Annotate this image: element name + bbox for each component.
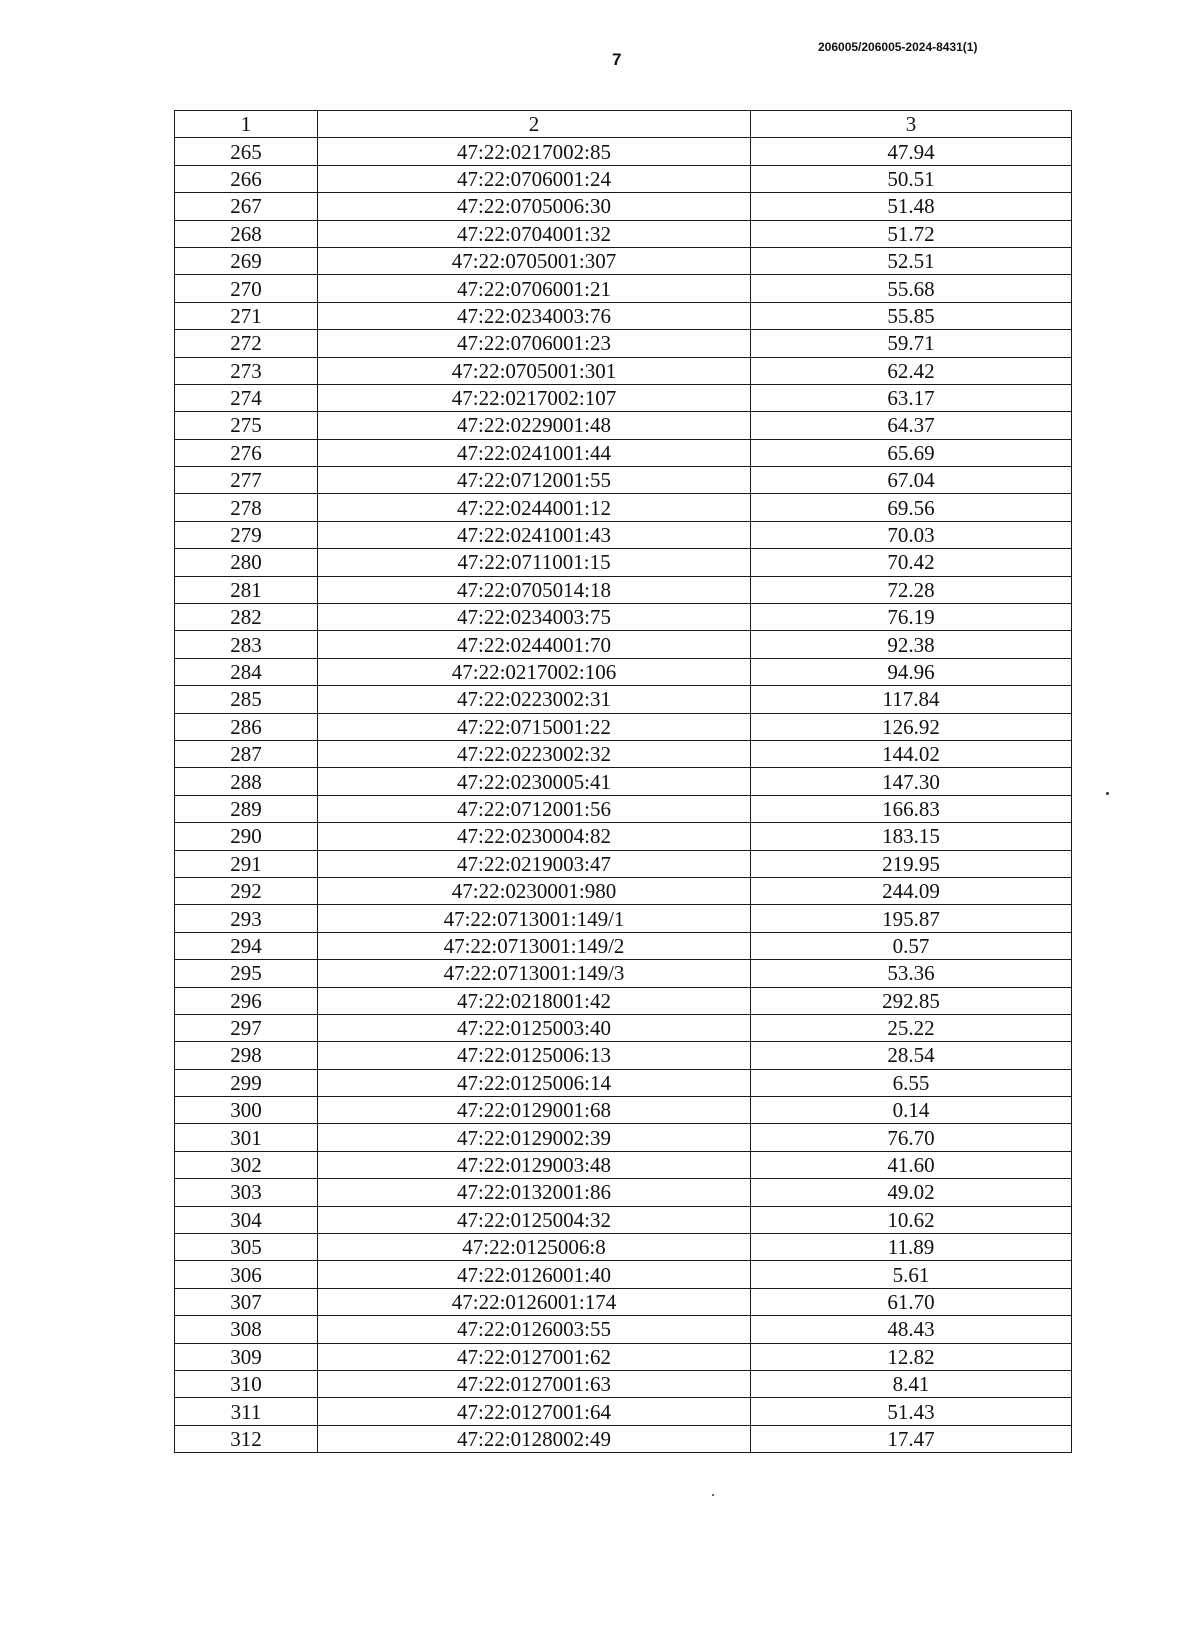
- value-cell: 51.48: [751, 193, 1072, 220]
- value-cell: 69.56: [751, 494, 1072, 521]
- cadastral-number-cell: 47:22:0126003:55: [318, 1316, 751, 1343]
- cadastral-number-cell: 47:22:0217002:107: [318, 384, 751, 411]
- table-row: [175, 330, 1072, 357]
- cadastral-number-cell: 47:22:0713001:149/3: [318, 960, 751, 987]
- row-number-cell: 288: [175, 768, 318, 795]
- table-row: [175, 795, 1072, 822]
- cadastral-number-cell: 47:22:0129003:48: [318, 1151, 751, 1178]
- value-cell: 6.55: [751, 1069, 1072, 1096]
- row-number-cell: 280: [175, 549, 318, 576]
- cadastral-number-cell: 47:22:0229001:48: [318, 412, 751, 439]
- table-row: [175, 1014, 1072, 1041]
- value-cell: 50.51: [751, 165, 1072, 192]
- row-number-cell: 276: [175, 439, 318, 466]
- row-number-cell: 278: [175, 494, 318, 521]
- table-row: [175, 1261, 1072, 1288]
- value-cell: 64.37: [751, 412, 1072, 439]
- value-cell: 65.69: [751, 439, 1072, 466]
- row-number-cell: 304: [175, 1206, 318, 1233]
- cadastral-number-cell: 47:22:0217002:106: [318, 658, 751, 685]
- value-cell: 61.70: [751, 1288, 1072, 1315]
- table-row: [175, 1069, 1072, 1096]
- row-number-cell: 303: [175, 1179, 318, 1206]
- column-header-1: 1: [175, 111, 318, 138]
- table-row: [175, 905, 1072, 932]
- value-cell: 51.72: [751, 220, 1072, 247]
- cadastral-number-cell: 47:22:0125006:13: [318, 1042, 751, 1069]
- row-number-cell: 271: [175, 302, 318, 329]
- row-number-cell: 295: [175, 960, 318, 987]
- row-number-cell: 289: [175, 795, 318, 822]
- row-number-cell: 268: [175, 220, 318, 247]
- table-row: [175, 494, 1072, 521]
- row-number-cell: 306: [175, 1261, 318, 1288]
- table-row: [175, 439, 1072, 466]
- row-number-cell: 297: [175, 1014, 318, 1041]
- value-cell: 52.51: [751, 247, 1072, 274]
- table-row: [175, 877, 1072, 904]
- table-row: [175, 932, 1072, 959]
- row-number-cell: 300: [175, 1097, 318, 1124]
- value-cell: 126.92: [751, 713, 1072, 740]
- value-cell: 49.02: [751, 1179, 1072, 1206]
- value-cell: 72.28: [751, 576, 1072, 603]
- row-number-cell: 305: [175, 1234, 318, 1261]
- value-cell: 41.60: [751, 1151, 1072, 1178]
- cadastral-number-cell: 47:22:0126001:174: [318, 1288, 751, 1315]
- table-row: [175, 1425, 1072, 1452]
- value-cell: 0.57: [751, 932, 1072, 959]
- table-row: [175, 220, 1072, 247]
- cadastral-number-cell: 47:22:0704001:32: [318, 220, 751, 247]
- cadastral-number-cell: 47:22:0712001:56: [318, 795, 751, 822]
- table-row: [175, 521, 1072, 548]
- row-number-cell: 282: [175, 604, 318, 631]
- cadastral-number-cell: 47:22:0705014:18: [318, 576, 751, 603]
- value-cell: 117.84: [751, 686, 1072, 713]
- cadastral-number-cell: 47:22:0127001:64: [318, 1398, 751, 1425]
- cadastral-number-cell: 47:22:0244001:70: [318, 631, 751, 658]
- row-number-cell: 277: [175, 467, 318, 494]
- table-row: [175, 275, 1072, 302]
- cadastral-number-cell: 47:22:0127001:63: [318, 1370, 751, 1397]
- value-cell: 195.87: [751, 905, 1072, 932]
- row-number-cell: 310: [175, 1370, 318, 1397]
- row-number-cell: 311: [175, 1398, 318, 1425]
- value-cell: 8.41: [751, 1370, 1072, 1397]
- value-cell: 17.47: [751, 1425, 1072, 1452]
- table-row: [175, 165, 1072, 192]
- value-cell: 92.38: [751, 631, 1072, 658]
- value-cell: 0.14: [751, 1097, 1072, 1124]
- value-cell: 70.03: [751, 521, 1072, 548]
- value-cell: 11.89: [751, 1234, 1072, 1261]
- row-number-cell: 283: [175, 631, 318, 658]
- value-cell: 25.22: [751, 1014, 1072, 1041]
- cadastral-number-cell: 47:22:0218001:42: [318, 987, 751, 1014]
- cadastral-number-cell: 47:22:0217002:85: [318, 138, 751, 165]
- row-number-cell: 266: [175, 165, 318, 192]
- column-header-2: 2: [318, 111, 751, 138]
- table-row: [175, 1234, 1072, 1261]
- table-row: [175, 1316, 1072, 1343]
- column-header-3: 3: [751, 111, 1072, 138]
- document-reference: 206005/206005-2024-8431(1): [818, 40, 978, 54]
- value-cell: 59.71: [751, 330, 1072, 357]
- row-number-cell: 312: [175, 1425, 318, 1452]
- value-cell: 48.43: [751, 1316, 1072, 1343]
- cadastral-number-cell: 47:22:0706001:24: [318, 165, 751, 192]
- table-row: [175, 357, 1072, 384]
- cadastral-number-cell: 47:22:0706001:23: [318, 330, 751, 357]
- row-number-cell: 272: [175, 330, 318, 357]
- table-header-row: [175, 111, 1072, 138]
- value-cell: 62.42: [751, 357, 1072, 384]
- table-row: [175, 1151, 1072, 1178]
- cadastral-number-cell: 47:22:0223002:31: [318, 686, 751, 713]
- row-number-cell: 290: [175, 823, 318, 850]
- table-row: [175, 960, 1072, 987]
- table-row: [175, 1097, 1072, 1124]
- table-row: [175, 576, 1072, 603]
- row-number-cell: 273: [175, 357, 318, 384]
- cadastral-number-cell: 47:22:0125004:32: [318, 1206, 751, 1233]
- table-row: [175, 1370, 1072, 1397]
- scan-speck: [1106, 792, 1109, 795]
- cadastral-number-cell: 47:22:0125006:8: [318, 1234, 751, 1261]
- row-number-cell: 296: [175, 987, 318, 1014]
- row-number-cell: 293: [175, 905, 318, 932]
- row-number-cell: 265: [175, 138, 318, 165]
- cadastral-number-cell: 47:22:0715001:22: [318, 713, 751, 740]
- row-number-cell: 267: [175, 193, 318, 220]
- table-body: [175, 138, 1072, 1453]
- table-row: [175, 604, 1072, 631]
- table-row: [175, 1042, 1072, 1069]
- table-row: [175, 1124, 1072, 1151]
- value-cell: 76.19: [751, 604, 1072, 631]
- row-number-cell: 302: [175, 1151, 318, 1178]
- value-cell: 10.62: [751, 1206, 1072, 1233]
- cadastral-number-cell: 47:22:0705001:301: [318, 357, 751, 384]
- value-cell: 55.85: [751, 302, 1072, 329]
- table-row: [175, 850, 1072, 877]
- cadastral-number-cell: 47:22:0132001:86: [318, 1179, 751, 1206]
- row-number-cell: 281: [175, 576, 318, 603]
- value-cell: 53.36: [751, 960, 1072, 987]
- value-cell: 28.54: [751, 1042, 1072, 1069]
- cadastral-number-cell: 47:22:0241001:43: [318, 521, 751, 548]
- row-number-cell: 294: [175, 932, 318, 959]
- cadastral-number-cell: 47:22:0705006:30: [318, 193, 751, 220]
- row-number-cell: 270: [175, 275, 318, 302]
- table-row: [175, 768, 1072, 795]
- row-number-cell: 279: [175, 521, 318, 548]
- row-number-cell: 286: [175, 713, 318, 740]
- value-cell: 63.17: [751, 384, 1072, 411]
- row-number-cell: 287: [175, 740, 318, 767]
- table-row: [175, 658, 1072, 685]
- row-number-cell: 299: [175, 1069, 318, 1096]
- cadastral-number-cell: 47:22:0244001:12: [318, 494, 751, 521]
- row-number-cell: 274: [175, 384, 318, 411]
- cadastral-number-cell: 47:22:0705001:307: [318, 247, 751, 274]
- row-number-cell: 309: [175, 1343, 318, 1370]
- value-cell: 12.82: [751, 1343, 1072, 1370]
- table-row: [175, 1179, 1072, 1206]
- value-cell: 144.02: [751, 740, 1072, 767]
- row-number-cell: 269: [175, 247, 318, 274]
- cadastral-number-cell: 47:22:0128002:49: [318, 1425, 751, 1452]
- page-number: 7: [612, 50, 622, 69]
- table-row: [175, 138, 1072, 165]
- table-row: [175, 1343, 1072, 1370]
- cadastral-number-cell: 47:22:0230004:82: [318, 823, 751, 850]
- cadastral-number-cell: 47:22:0125003:40: [318, 1014, 751, 1041]
- table-row: [175, 302, 1072, 329]
- table-row: [175, 686, 1072, 713]
- table-row: [175, 823, 1072, 850]
- table-row: [175, 193, 1072, 220]
- cadastral-number-cell: 47:22:0126001:40: [318, 1261, 751, 1288]
- value-cell: 67.04: [751, 467, 1072, 494]
- table-row: [175, 631, 1072, 658]
- table-row: [175, 1206, 1072, 1233]
- table-row: [175, 1398, 1072, 1425]
- value-cell: 55.68: [751, 275, 1072, 302]
- cadastral-number-cell: 47:22:0127001:62: [318, 1343, 751, 1370]
- cadastral-number-cell: 47:22:0241001:44: [318, 439, 751, 466]
- row-number-cell: 275: [175, 412, 318, 439]
- cadastral-number-cell: 47:22:0712001:55: [318, 467, 751, 494]
- row-number-cell: 301: [175, 1124, 318, 1151]
- row-number-cell: 284: [175, 658, 318, 685]
- table-row: [175, 247, 1072, 274]
- value-cell: 94.96: [751, 658, 1072, 685]
- table-row: [175, 412, 1072, 439]
- row-number-cell: 285: [175, 686, 318, 713]
- table-row: [175, 987, 1072, 1014]
- row-number-cell: 292: [175, 877, 318, 904]
- cadastral-number-cell: 47:22:0230005:41: [318, 768, 751, 795]
- cadastral-number-cell: 47:22:0219003:47: [318, 850, 751, 877]
- cadastral-number-cell: 47:22:0706001:21: [318, 275, 751, 302]
- cadastral-number-cell: 47:22:0711001:15: [318, 549, 751, 576]
- value-cell: 70.42: [751, 549, 1072, 576]
- table-row: [175, 549, 1072, 576]
- value-cell: 183.15: [751, 823, 1072, 850]
- cadastral-number-cell: 47:22:0125006:14: [318, 1069, 751, 1096]
- row-number-cell: 291: [175, 850, 318, 877]
- scan-speck: [712, 1494, 714, 1496]
- cadastral-number-cell: 47:22:0223002:32: [318, 740, 751, 767]
- table-row: [175, 384, 1072, 411]
- cadastral-number-cell: 47:22:0713001:149/2: [318, 932, 751, 959]
- row-number-cell: 298: [175, 1042, 318, 1069]
- cadastral-number-cell: 47:22:0234003:75: [318, 604, 751, 631]
- value-cell: 51.43: [751, 1398, 1072, 1425]
- cadastral-number-cell: 47:22:0129002:39: [318, 1124, 751, 1151]
- value-cell: 219.95: [751, 850, 1072, 877]
- value-cell: 5.61: [751, 1261, 1072, 1288]
- data-table: [174, 110, 1072, 1453]
- table-row: [175, 713, 1072, 740]
- value-cell: 292.85: [751, 987, 1072, 1014]
- row-number-cell: 307: [175, 1288, 318, 1315]
- cadastral-number-cell: 47:22:0713001:149/1: [318, 905, 751, 932]
- row-number-cell: 308: [175, 1316, 318, 1343]
- table-row: [175, 1288, 1072, 1315]
- value-cell: 244.09: [751, 877, 1072, 904]
- value-cell: 147.30: [751, 768, 1072, 795]
- cadastral-number-cell: 47:22:0129001:68: [318, 1097, 751, 1124]
- value-cell: 166.83: [751, 795, 1072, 822]
- value-cell: 47.94: [751, 138, 1072, 165]
- table-row: [175, 467, 1072, 494]
- value-cell: 76.70: [751, 1124, 1072, 1151]
- table-row: [175, 740, 1072, 767]
- cadastral-number-cell: 47:22:0234003:76: [318, 302, 751, 329]
- cadastral-number-cell: 47:22:0230001:980: [318, 877, 751, 904]
